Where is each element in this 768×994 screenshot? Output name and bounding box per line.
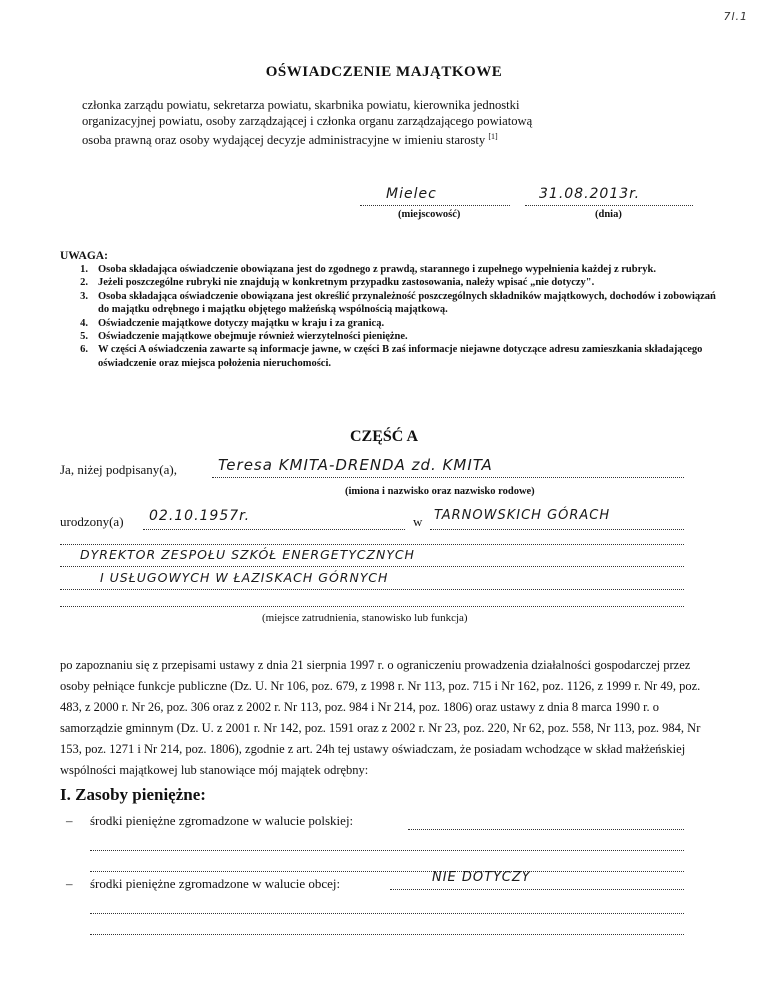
- intro-line: osoba prawną oraz osoby wydającej decyzje administracyjne w imieniu starosty [1]: [82, 132, 498, 148]
- uwaga-heading: UWAGA:: [60, 250, 108, 262]
- name-caption: (imiona i nazwisko oraz nazwisko rodowe): [345, 486, 535, 497]
- born-date-field[interactable]: 02.10.1957r.: [143, 508, 405, 530]
- place-field[interactable]: Mielec: [360, 186, 510, 206]
- notes-list: [60, 263, 720, 370]
- note-item: 4. Oświadczenie majątkowe dotyczy majątku w kraju i za granicą.: [80, 317, 385, 329]
- section-1-heading: I. Zasoby pieniężne:: [60, 785, 206, 804]
- note-item: 6. W części A oświadczenia zawarte są informacje jawne, w części B zaś informacje niejawne dotyczące adresu zamieszkania składającego oświadczenie oraz miejsca położenia nieruchomości.: [80, 344, 703, 369]
- footnote-ref: [1]: [488, 132, 498, 141]
- job-field-line-2[interactable]: I USŁUGOWYCH W ŁAZISKACH GÓRNYCH: [60, 570, 684, 590]
- born-label: urodzony(a): [60, 514, 124, 529]
- item-dash: –: [66, 876, 73, 891]
- note-item: 5. Oświadczenie majątkowe obejmuje również wierzytelności pieniężne.: [80, 331, 408, 343]
- note-item: 3. Osoba składająca oświadczenie obowiązana jest określić przynależność poszczególnych składników majątkowych, dochodów i zobowiązań do majątku odrębnego i majątku objętego małżeńską wspólnością majątkową.: [80, 290, 716, 316]
- ja-label: Ja, niżej podpisany(a),: [60, 462, 177, 477]
- w-label: w: [413, 514, 423, 529]
- corner-mark: 7l.1: [723, 10, 748, 23]
- note-item: 1. Osoba składająca oświadczenie obowiązana jest do zgodnego z prawdą, starannego i zupełnego wypełnienia każdej z rubryk.: [80, 264, 656, 275]
- item2-field[interactable]: NIE DOTYCZY: [390, 870, 684, 890]
- part-a-heading: CZĘŚĆ A: [349, 428, 419, 445]
- name-field[interactable]: Teresa KMITA-DRENDA zd. KMITA: [212, 456, 684, 478]
- blank-line: [60, 528, 684, 545]
- date-caption: (dnia): [595, 209, 622, 220]
- intro-text: [82, 98, 682, 149]
- job-caption: (miejsce zatrudnienia, stanowisko lub funkcja): [262, 612, 468, 624]
- blank-line: [90, 836, 684, 851]
- intro-line: członka zarządu powiatu, sekretarza powiatu, skarbnika powiatu, kierownika jednostki: [82, 98, 520, 112]
- item1-label: środki pieniężne zgromadzone w walucie polskiej:: [90, 813, 354, 828]
- note-item: 2. Jeżeli poszczególne rubryki nie znajdują w konkretnym przypadku zastosowania, należy wpisać „nie dotyczy".: [80, 277, 595, 289]
- document-title: OŚWIADCZENIE MAJĄTKOWE: [265, 64, 503, 80]
- item-dash: –: [66, 813, 73, 828]
- blank-line: [90, 920, 684, 935]
- item2-label: środki pieniężne zgromadzone w walucie obcej:: [90, 876, 341, 891]
- born-place-field[interactable]: TARNOWSKICH GÓRACH: [430, 508, 684, 530]
- item1-field[interactable]: [408, 813, 684, 830]
- blank-line: [60, 592, 684, 607]
- blank-line: [90, 899, 684, 914]
- date-field[interactable]: 31.08.2013r.: [525, 186, 693, 206]
- legal-paragraph: po zapoznaniu się z przepisami ustawy z dnia 21 sierpnia 1997 r. o ograniczeniu prowadzenia działalności gospodarczej przez osoby pełniące funkcje publiczne (Dz. U. Nr 106, poz. 679, z 1998 r. Nr 113, poz. 715 i Nr 162, poz. 1126, z 1999 r. Nr 49, poz. 483, z 2000 r. Nr 26, poz. 306 oraz z 2002 r. Nr 113, poz. 984 i Nr 214, poz. 1806) oraz ustawy z dnia 8 marca 1990 r. o samorządzie gminnym (Dz. U. z 2001 r. Nr 142, poz. 1591 oraz z 2002 r. Nr 23, poz. 220, Nr 62, poz. 558, Nr 113, poz. 984, Nr 153, poz. 1271 i Nr 214, poz. 1806), zgodnie z art. 24h tej ustawy oświadczam, że posiadam wchodzące w skład małżeńskiej wspólności majątkowej lub stanowiące mój majątek odrębny:: [60, 658, 701, 777]
- place-caption: (miejscowość): [398, 209, 461, 220]
- intro-line: organizacyjnej powiatu, osoby zarządzającej i członka organu zarządzającego powiatową: [82, 113, 533, 128]
- job-field-line-1[interactable]: DYREKTOR ZESPOŁU SZKÓŁ ENERGETYCZNYCH: [60, 547, 684, 567]
